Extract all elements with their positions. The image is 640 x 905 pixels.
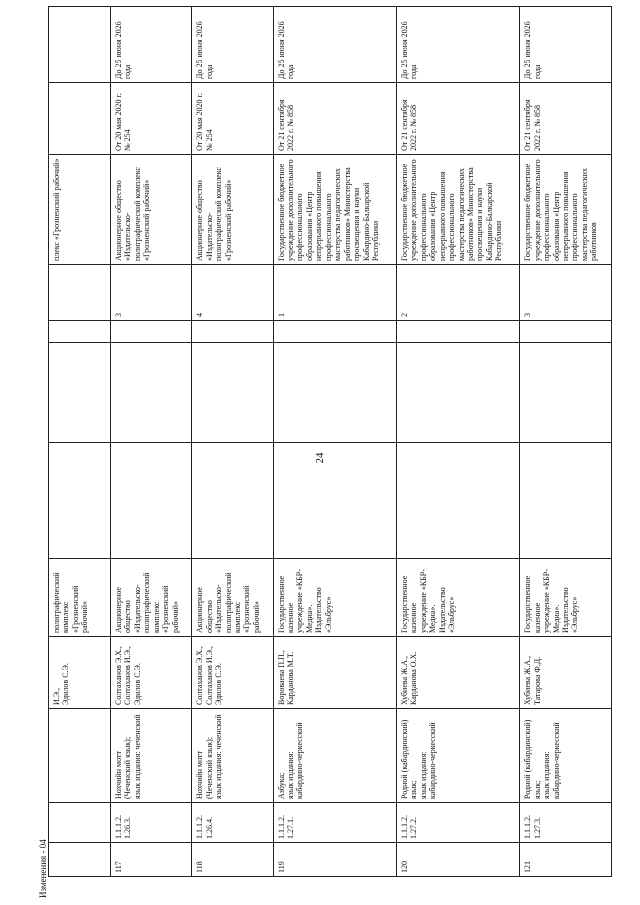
empty-cell [111,343,192,443]
row-organization: Государственное бюджетное учреждение дополнительного профессионального образования «Центр непрерывного повышения профессионального мастерства педагогических работников» Министерства просвещения и науки Кабардино-Балкарской Республики [273,155,396,265]
empty-cell [111,321,192,343]
empty-cell [192,443,273,559]
continuation-publisher: полиграфический комплекс «Грозненский рабочий» [49,559,111,637]
row-authors: Хубиева Ж.А., Татарова Ф.Д. [520,637,612,709]
row-decision-date: От 21 сентября 2022 г. № 858 [520,83,612,155]
footer-note: Изменения - 04 [38,839,48,898]
continuation-org: плекс «Грозненский рабочий» [49,155,111,265]
row-publisher: Акционерное общество «Издательско-полиграфический комплекс «Грозненский рабочий» [111,559,192,637]
page-number: 24 [314,452,326,464]
empty-cell [520,321,612,343]
row-publisher: Акционерное общество «Издательско-полиграфический комплекс «Грозненский рабочий» [192,559,273,637]
table-row [396,7,519,877]
row-part-number: 3 [111,265,192,321]
row-valid-until: До 25 июня 2026 года [192,7,273,83]
empty-cell [396,443,519,559]
empty-cell [273,343,396,443]
row-authors: Солтаханов Э.Х., Солтаханов И.Э., Эдилов С.Э. [192,637,273,709]
empty-cell [192,343,273,443]
row-code: 1.1.1.2. 1.26.3. [111,803,192,843]
row-title: Нохчийн мотт (Чеченский язык); язык издания: чеченский [111,709,192,803]
row-title: Родной (кабардинский) язык; язык издания: кабардино-черкесский [396,709,519,803]
row-publisher: Государственное казенное учреждение «КБР-Медиа». Издательство «Эльбрус» [520,559,612,637]
textbook-table [48,6,612,877]
table-row [273,7,396,877]
row-valid-until: До 25 июня 2026 года [520,7,612,83]
row-number: 117 [111,843,192,877]
row-authors: Хубиева Ж.А., Карданова О.Х. [396,637,519,709]
table-row [520,7,612,877]
row-decision-date: От 20 мая 2020 г. № 254 [192,83,273,155]
table-row [192,7,273,877]
row-part-number: 4 [192,265,273,321]
row-organization: Акционерное общество «Издательско-полиграфический комплекс «Грозненский рабочий» [192,155,273,265]
row-title: Азбука; язык издания: кабардино-черкесский [273,709,396,803]
row-code: 1.1.1.2. 1.27.1. [273,803,396,843]
row-organization: Государственное бюджетное учреждение дополнительного профессионального образования «Центр непрерывного повышения профессионального мастерства педагогических работников [520,155,612,265]
row-code: 1.1.1.2. 1.27.2. [396,803,519,843]
row-authors: Солтаханов Э.Х., Солтаханов И.Э., Эдилов С.Э. [111,637,192,709]
row-decision-date: От 21 сентября 2022 г. № 858 [396,83,519,155]
row-number: 120 [396,843,519,877]
continuation-row [49,7,111,877]
table-row [111,7,192,877]
row-publisher: Государственное казенное учреждение «КБР-Медиа». Издательство «Эльбрус» [396,559,519,637]
row-part-number: 3 [520,265,612,321]
row-decision-date: От 21 сентября 2022 г. № 858 [273,83,396,155]
row-code: 1.1.1.2. 1.27.3. [520,803,612,843]
empty-cell [520,443,612,559]
empty-cell [396,321,519,343]
empty-cell [273,443,396,559]
empty-cell [396,343,519,443]
continuation-authors: И.Э., Эдилов С.Э. [49,637,111,709]
row-number: 118 [192,843,273,877]
row-number: 119 [273,843,396,877]
empty-cell [111,443,192,559]
empty-cell [273,321,396,343]
row-authors: Вороваева П.П., Карданова М.Т. [273,637,396,709]
row-valid-until: До 25 июня 2026 года [111,7,192,83]
empty-cell [192,321,273,343]
row-organization: Акционерное общество «Издательско-полиграфический комплекс «Грозненский рабочий» [111,155,192,265]
row-valid-until: До 25 июня 2026 года [396,7,519,83]
row-title: Нохчийн мотт (Чеченский язык); язык издания: чеченский [192,709,273,803]
row-title: Родной (кабардинский) язык; язык издания: кабардино-черкесский [520,709,612,803]
row-part-number: 2 [396,265,519,321]
row-valid-until: До 25 июня 2026 года [273,7,396,83]
row-organization: Государственное бюджетное учреждение дополнительного профессионального образования «Центр непрерывного повышения профессионального мастерства педагогических работников» Министерства просвещения и науки Кабардино-Балкарской Республики [396,155,519,265]
empty-cell [520,343,612,443]
row-decision-date: От 20 мая 2020 г. № 254 [111,83,192,155]
row-part-number: 1 [273,265,396,321]
row-code: 1.1.1.2. 1.26.4. [192,803,273,843]
row-publisher: Государственное казенное учреждение «КБР-Медиа». Издательство «Эльбрус» [273,559,396,637]
row-number: 121 [520,843,612,877]
rotated-table-container [48,7,612,877]
